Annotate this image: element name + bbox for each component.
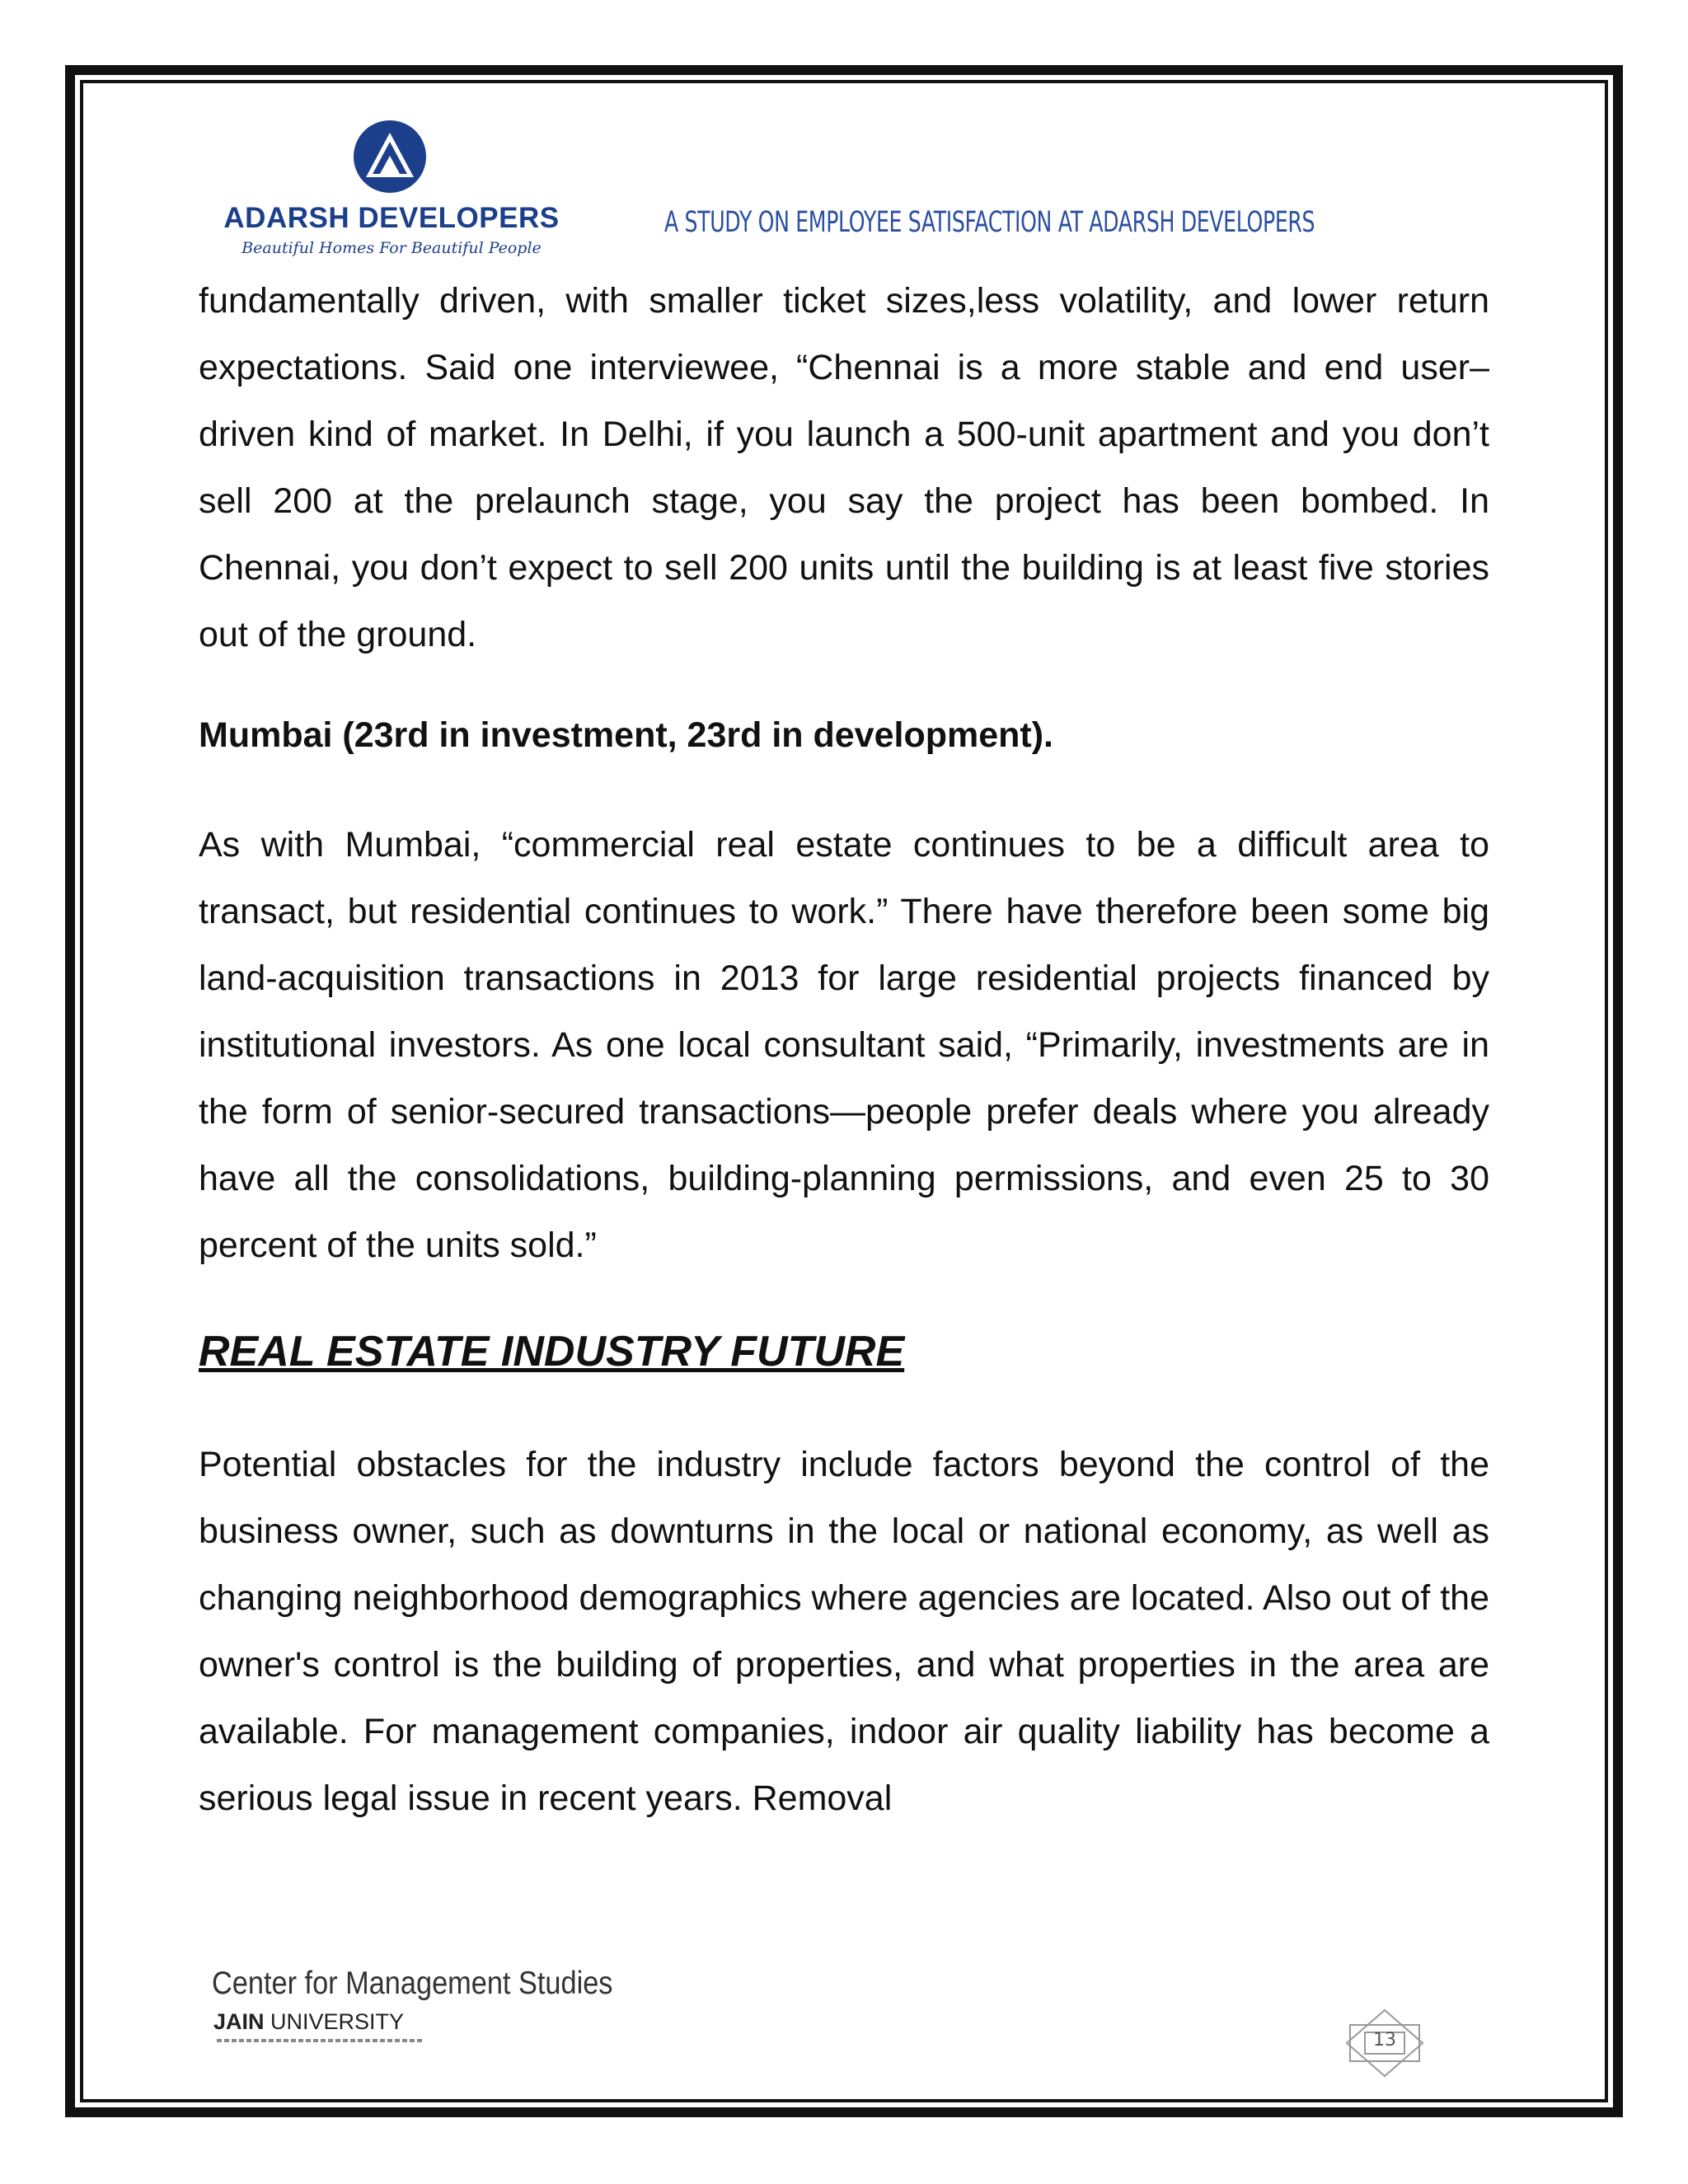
heading-mumbai: Mumbai (23rd in investment, 23rd in development). (199, 715, 1053, 755)
adarsh-logo (223, 120, 560, 268)
footer-university (213, 2009, 404, 2035)
paragraph-mumbai: As with Mumbai, “commercial real estate continues to be a difficult area to transact, but residential continues to work.” There have therefore been some big land-acquisition transactions in 2013 for large residential projects financed by institutional investors. As one local consultant said, “Primarily, investments are in the form of senior-secured transactions—people prefer deals where you already have all the consolidations, building-planning permissions, and even 25 to 30 percent of the units sold.” (199, 825, 1489, 1265)
paragraph-chennai: fundamentally driven, with smaller ticket sizes,less volatility, and lower return expectations. Said one interviewee, “Chennai is a more stable and end user–driven kind of market. In Delhi, if you launch a 500-unit apartment and you don’t sell 200 at the prelaunch stage, you say the project has been bombed. In Chennai, you don’t expect to sell 200 units until the building is at least five stories out of the ground. (199, 281, 1489, 654)
adarsh-logo-icon (353, 120, 427, 194)
footer-fine-print (217, 2039, 423, 2042)
page-number: 13 (1373, 2030, 1396, 2050)
footer-university-rest: UNIVERSITY (264, 2009, 405, 2034)
logo-company-name: ADARSH DEVELOPERS (223, 202, 560, 234)
footer-center-name: Center for Management Studies (212, 1966, 613, 2001)
section-title: REAL ESTATE INDUSTRY FUTURE (199, 1328, 905, 1376)
footer-university-bold: JAIN (213, 2009, 265, 2034)
page-header-title: A STUDY ON EMPLOYEE SATISFACTION AT ADARSH DEVELOPERS (664, 206, 1315, 239)
paragraph-future: Potential obstacles for the industry include factors beyond the control of the business owner, such as downturns in the local or national economy, as well as changing neighborhood demographics where agencies are located. Also out of the owner's control is the building of properties, and what properties in the area are available. For management companies, indoor air quality liability has become a serious legal issue in recent years. Removal (199, 1445, 1489, 1818)
logo-tagline: Beautiful Homes For Beautiful People (241, 239, 542, 257)
